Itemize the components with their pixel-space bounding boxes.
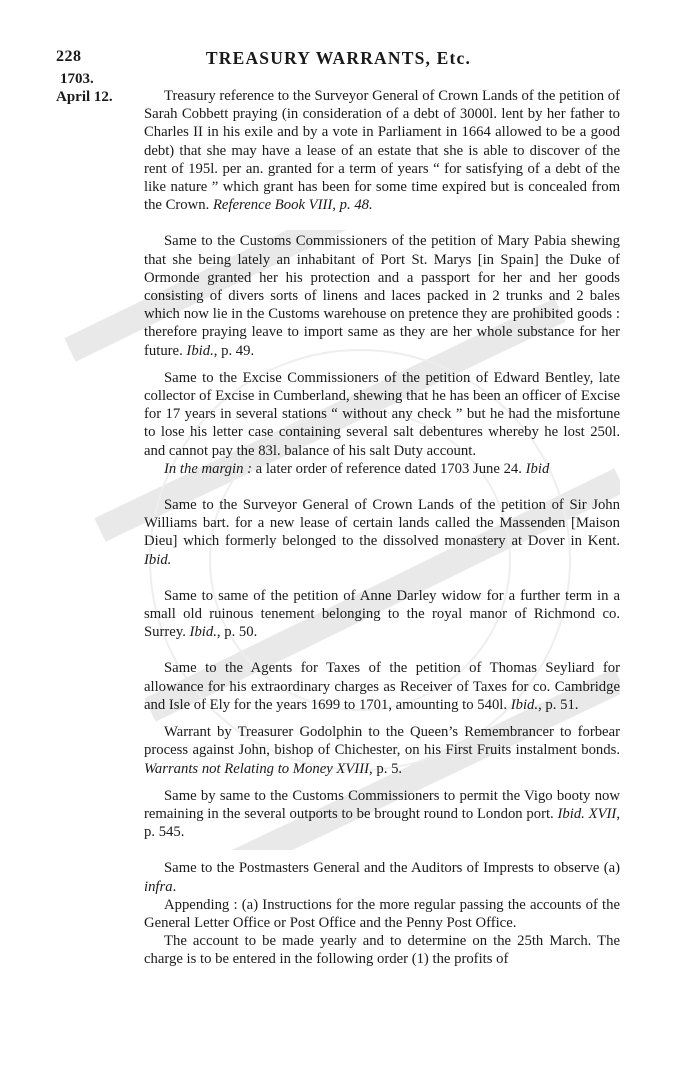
entry-godolphin-warrant: Warrant by Treasurer Godolphin to the Queen’s Remembrancer to forbear process against John, bishop of Chichester, on his First Fruits instalment bonds. Warrants not Relating to Money XVIII, p. 5. bbox=[144, 724, 620, 777]
entry-williams: Same to the Surveyor General of Crown Lands of the petition of Sir John Williams bart. for a new lease of certain lands called the Massenden [Maison Dieu] which formerly belonged to the dissolved monastery at Dover in Kent. Ibid. bbox=[144, 497, 620, 568]
entry-account: The account to be made yearly and to determine on the 25th March. The charge is to be entered in the following order (1) the profits of bbox=[144, 933, 620, 968]
page-header bbox=[56, 48, 621, 70]
appending-label: Appending : bbox=[164, 896, 238, 913]
margin-note-label: In the margin : bbox=[164, 460, 252, 477]
entry-darley: Same to same of the petition of Anne Darley widow for a further term in a small old ruinous tenement belonging to the royal manor of Richmond co. Surrey. Ibid., p. 50. bbox=[144, 587, 620, 641]
margin-date: April 12. bbox=[56, 89, 113, 105]
entry-margin-note: In the margin : a later order of reference dated 1703 June 24. Ibid bbox=[164, 460, 550, 477]
entry-reference: Ibid. bbox=[189, 624, 217, 641]
running-title: TREASURY WARRANTS, Etc. bbox=[205, 48, 472, 68]
document-body bbox=[144, 87, 620, 969]
entry-seyliard: Same to the Agents for Taxes of the petition of Thomas Seyliard for allowance for his extraordinary charges as Receiver of Taxes for co. Cambridge and Isle of Ely for the years 1699 to 1701, amounting to 540l. Ibid., p. 51. bbox=[144, 660, 620, 713]
entry-reference: Reference Book VIII, p. 48. bbox=[212, 197, 373, 214]
entry-reference: Ibid. bbox=[510, 696, 539, 713]
margin-year: 1703. bbox=[60, 71, 94, 87]
entry-bentley: Same to the Excise Commissioners of the petition of Edward Bentley, late collector of Excise in Cumberland, shewing that he has been an officer of Excise for 17 years in several stations “ without any check ” but he had the misfortune to lose his letter case containing several salt debentures whereby he lost 250l. and cannot pay the 83l. balance of his salt Duty account. bbox=[144, 369, 620, 459]
entry-cobbett: Treasury reference to the Surveyor General of Crown Lands of the petition of Sarah Cobbett praying (in consideration of a debt of 3000l. lent by her father to Charles II in his exile and by a vote in Parliament in 1664 allowed to be a good debt) that she may have a lease of an estate that she is able to discover of the rent of 195l. per an. granted for a term of years “ for satisfying of a debt of the like nature ” which grant has been for some time expired but is concealed from the Crown. Reference Book VIII, p. 48. bbox=[144, 88, 620, 214]
entry-reference: Warrants not Relating to Money XVIII bbox=[144, 760, 370, 777]
entry-pabia: Same to the Customs Commissioners of the petition of Mary Pabia shewing that she being lately an inhabitant of Port St. Marys [in Spain] the Duke of Ormonde granted her his protection and a passport for her and her goods consisting of divers sorts of linens and laces packed in 2 trunks and 2 bales which now lie in the Customs warehouse on pretence they are prohibited goods : therefore praying leave to import same as they are her whole substance for her future. Ibid., p. 49. bbox=[144, 233, 620, 359]
entry-reference: Ibid. XVII bbox=[557, 805, 617, 822]
entry-vigo-booty: Same by same to the Customs Commissioners to permit the Vigo booty now remaining in the several outports to be brought round to London port. Ibid. XVII, p. 545. bbox=[144, 787, 620, 841]
entry-reference: Ibid. bbox=[144, 551, 172, 568]
page-number: 228 bbox=[56, 48, 82, 65]
entry-postmasters: Same to the Postmasters General and the Auditors of Imprests to observe (a) infra. bbox=[144, 860, 620, 895]
entry-reference: Ibid bbox=[525, 460, 550, 477]
entry-reference: Ibid. bbox=[186, 342, 214, 359]
entry-appending: Appending : (a) Instructions for the more regular passing the accounts of the General Letter Office or Post Office and the Penny Post Office. bbox=[144, 896, 620, 931]
